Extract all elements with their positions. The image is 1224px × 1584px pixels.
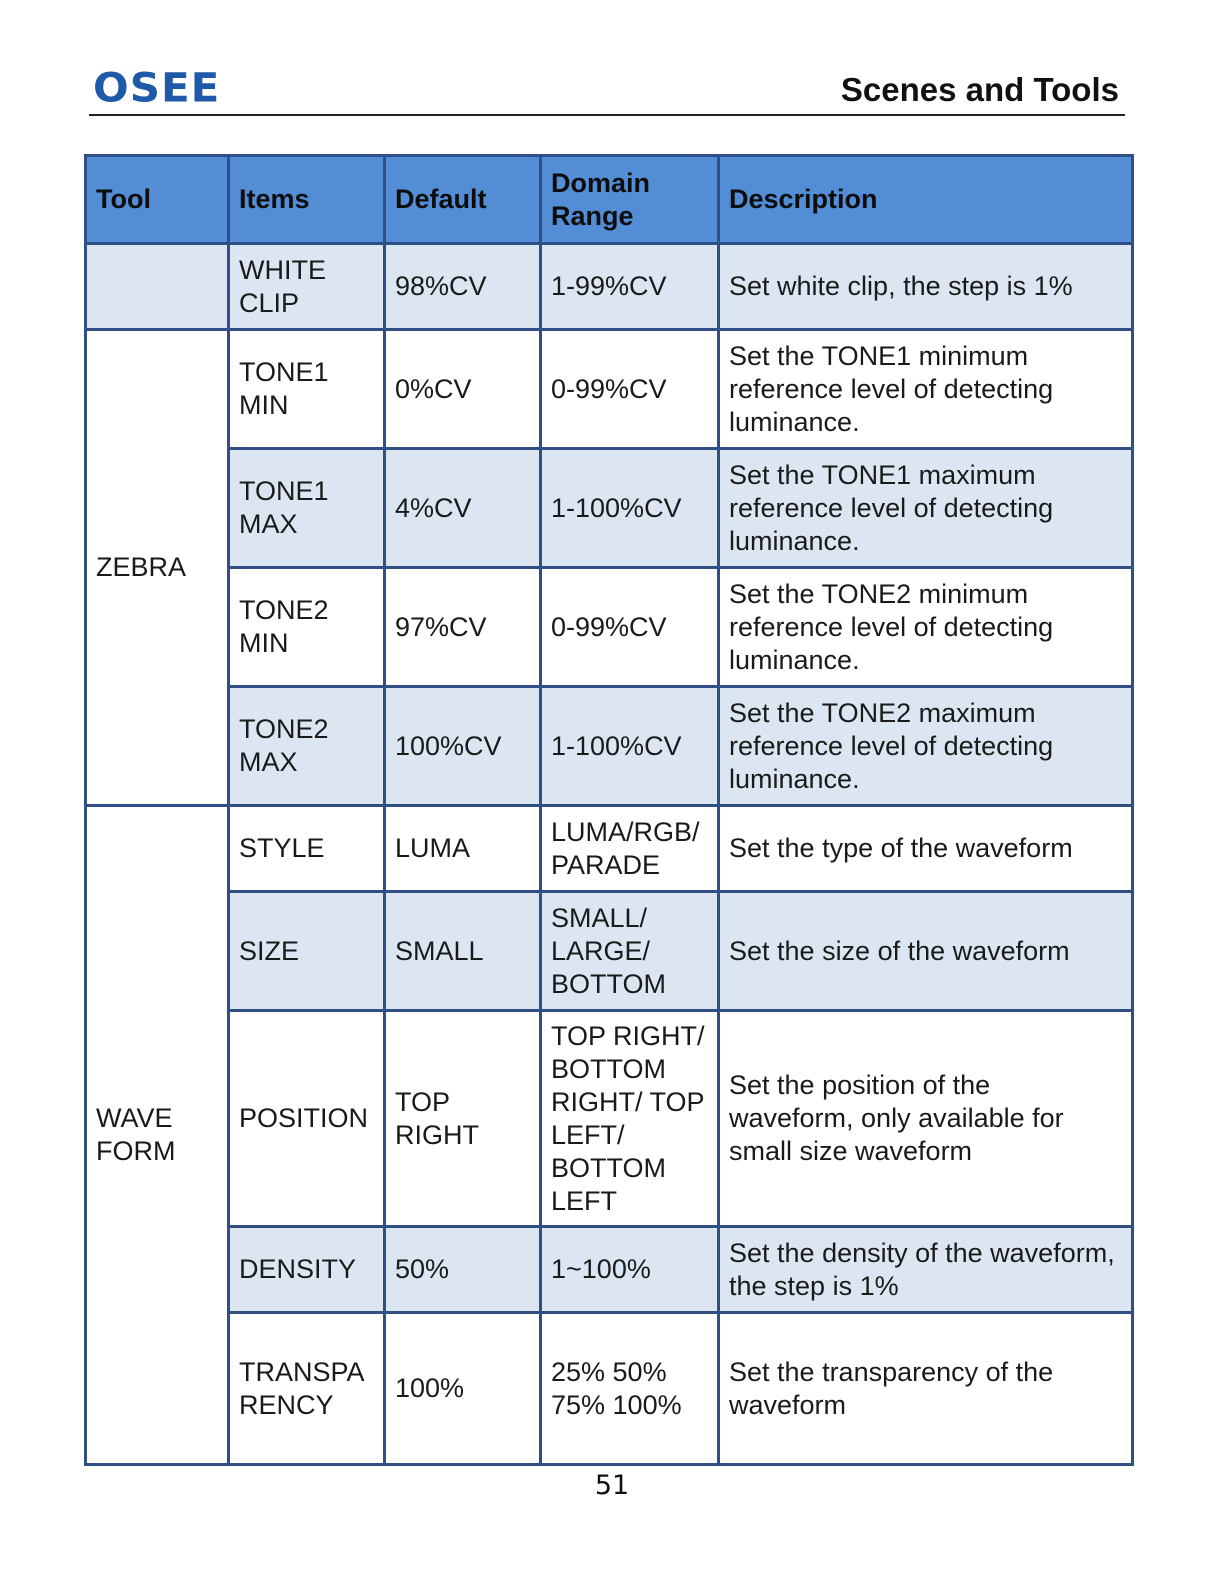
section-title: Scenes and Tools bbox=[840, 71, 1119, 108]
default-cell: 98%CV bbox=[385, 244, 541, 330]
tool-cell-waveform: WAVE FORM bbox=[86, 806, 229, 1465]
item-cell: POSITION bbox=[229, 1011, 385, 1227]
table-row bbox=[86, 687, 1133, 806]
item-cell: DENSITY bbox=[229, 1227, 385, 1313]
description-cell: Set white clip, the step is 1% bbox=[719, 244, 1133, 330]
default-cell: LUMA bbox=[385, 806, 541, 892]
item-cell: WHITE CLIP bbox=[229, 244, 385, 330]
default-cell: 97%CV bbox=[385, 568, 541, 687]
tool-cell bbox=[86, 244, 229, 330]
default-cell: 50% bbox=[385, 1227, 541, 1313]
range-cell: 25% 50% 75% 100% bbox=[541, 1313, 719, 1465]
table-header-row bbox=[86, 156, 1133, 244]
range-cell: LUMA/RGB/ PARADE bbox=[541, 806, 719, 892]
table-row bbox=[86, 330, 1133, 449]
range-cell: 0-99%CV bbox=[541, 568, 719, 687]
page-number: 51 bbox=[594, 1470, 630, 1501]
table-row bbox=[86, 1011, 1133, 1227]
default-cell: 4%CV bbox=[385, 449, 541, 568]
column-header-tool: Tool bbox=[86, 156, 229, 244]
column-header-default: Default bbox=[385, 156, 541, 244]
item-cell: TONE2 MAX bbox=[229, 687, 385, 806]
item-cell: TRANSPA RENCY bbox=[229, 1313, 385, 1465]
description-cell: Set the TONE1 minimum reference level of detecting luminance. bbox=[719, 330, 1133, 449]
osee-logo: OSEE bbox=[93, 64, 221, 111]
column-header-description: Description bbox=[719, 156, 1133, 244]
item-cell: TONE1 MIN bbox=[229, 330, 385, 449]
page-header bbox=[89, 66, 1125, 116]
item-cell: STYLE bbox=[229, 806, 385, 892]
description-cell: Set the position of the waveform, only available for small size waveform bbox=[719, 1011, 1133, 1227]
item-cell: SIZE bbox=[229, 892, 385, 1011]
range-cell: TOP RIGHT/ BOTTOM RIGHT/ TOP LEFT/ BOTTOM LEFT bbox=[541, 1011, 719, 1227]
column-header-domain-range: Domain Range bbox=[541, 156, 719, 244]
range-cell: 1~100% bbox=[541, 1227, 719, 1313]
default-cell: 100%CV bbox=[385, 687, 541, 806]
tools-spec-table bbox=[84, 154, 1134, 1466]
description-cell: Set the TONE2 maximum reference level of detecting luminance. bbox=[719, 687, 1133, 806]
description-cell: Set the size of the waveform bbox=[719, 892, 1133, 1011]
table-row bbox=[86, 1313, 1133, 1465]
default-cell: TOP RIGHT bbox=[385, 1011, 541, 1227]
table-row bbox=[86, 1227, 1133, 1313]
table-row bbox=[86, 449, 1133, 568]
item-cell: TONE2 MIN bbox=[229, 568, 385, 687]
table-row bbox=[86, 244, 1133, 330]
range-cell: 1-100%CV bbox=[541, 449, 719, 568]
range-cell: SMALL/ LARGE/ BOTTOM bbox=[541, 892, 719, 1011]
table-row bbox=[86, 568, 1133, 687]
tool-cell-zebra: ZEBRA bbox=[86, 330, 229, 806]
default-cell: 100% bbox=[385, 1313, 541, 1465]
item-cell: TONE1 MAX bbox=[229, 449, 385, 568]
description-cell: Set the TONE1 maximum reference level of detecting luminance. bbox=[719, 449, 1133, 568]
default-cell: 0%CV bbox=[385, 330, 541, 449]
description-cell: Set the density of the waveform, the step is 1% bbox=[719, 1227, 1133, 1313]
description-cell: Set the type of the waveform bbox=[719, 806, 1133, 892]
description-cell: Set the transparency of the waveform bbox=[719, 1313, 1133, 1465]
range-cell: 1-99%CV bbox=[541, 244, 719, 330]
range-cell: 0-99%CV bbox=[541, 330, 719, 449]
range-cell: 1-100%CV bbox=[541, 687, 719, 806]
description-cell: Set the TONE2 minimum reference level of detecting luminance. bbox=[719, 568, 1133, 687]
table-row bbox=[86, 892, 1133, 1011]
default-cell: SMALL bbox=[385, 892, 541, 1011]
table-row bbox=[86, 806, 1133, 892]
column-header-items: Items bbox=[229, 156, 385, 244]
